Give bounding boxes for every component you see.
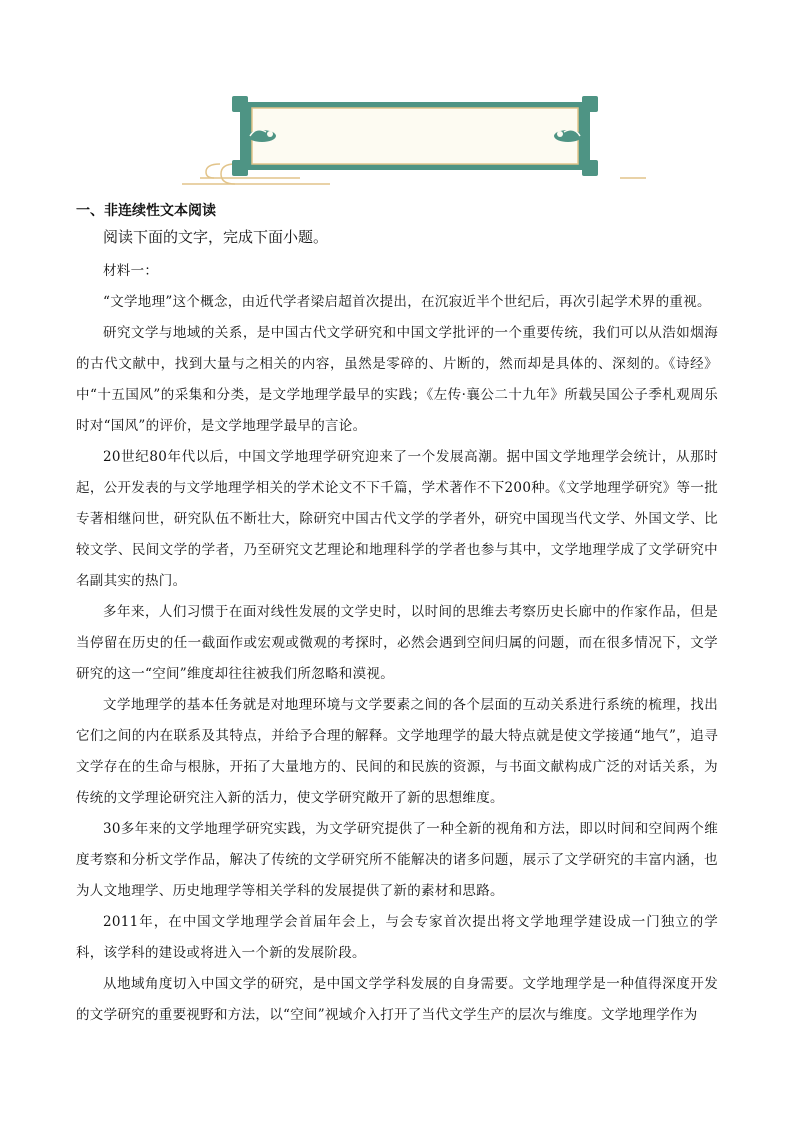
section-heading: 一、非连续性文本阅读	[76, 203, 216, 219]
paragraph: 多年来，人们习惯于在面对线性发展的文学史时，以时间的思维去考察历史长廊中的作家作品，但是当停留在历史的任一截面作或宏观或微观的考探时，必然会遇到空间归属的问题，而在很多情况下，文学研究的这一“空间”维度却往往被我们所忽略和漠视。	[76, 604, 718, 682]
paragraph: 文学地理学的基本任务就是对地理环境与文学要素之间的各个层面的互动关系进行系统的梳理，找出它们之间的内在联系及其特点，并给予合理的解释。文学地理学的最大特点就是使文学接通“地气”，追寻文学存在的生命与根脉，开拓了大量地方的、民间的和民族的资源，与书面文献构成广泛的对话关系，为传统的文学理论研究注入新的活力，使文学研究敞开了新的思想维度。	[76, 697, 718, 806]
article-body	[76, 256, 718, 1031]
material-label: 材料一：	[103, 263, 159, 279]
reading-instruction: 阅读下面的文字，完成下面小题。	[103, 228, 329, 246]
paragraph: 从地域角度切入中国文学的研究，是中国文学学科发展的自身需要。文学地理学是一种值得深度开发的文学研究的重要视野和方法，以“空间”视域介入打开了当代文学生产的层次与维度。文学地理学作为	[76, 976, 718, 1023]
paragraph: “文学地理”这个概念，由近代学者梁启超首次提出，在沉寂近半个世纪后，再次引起学术界的重视。	[103, 294, 711, 310]
paragraph: 30多年来的文学地理学研究实践，为文学研究提供了一种全新的视角和方法，即以时间和空间两个维度考察和分析文学作品，解决了传统的文学研究所不能解决的诸多问题，展示了文学研究的丰富内涵，也为人文地理学、历史地理学等相关学科的发展提供了新的素材和思路。	[76, 821, 718, 899]
title-banner	[180, 94, 650, 190]
paragraph: 研究文学与地域的关系，是中国古代文学研究和中国文学批评的一个重要传统，我们可以从浩如烟海的古代文献中，找到大量与之相关的内容，虽然是零碎的、片断的，然而却是具体的、深刻的。《诗经》中“十五国风”的采集和分类，是文学地理学最早的实践；《左传·襄公二十九年》所载吴国公子季札观周乐时对“国风”的评价，是文学地理学最早的言论。	[76, 325, 718, 434]
paragraph: 20世纪80年代以后，中国文学地理学研究迎来了一个发展高潮。据中国文学地理学会统计，从那时起，公开发表的与文学地理学相关的学术论文不下千篇，学术著作不下200种。《文学地理学研究》等一批专著相继问世，研究队伍不断壮大，除研究中国古代文学的学者外，研究中国现当代文学、外国文学、比较文学、民间文学的学者，乃至研究文艺理论和地理科学的学者也参与其中，文学地理学成了文学研究中名副其实的热门。	[76, 449, 718, 589]
paragraph: 2011年，在中国文学地理学会首届年会上，与会专家首次提出将文学地理学建设成一门独立的学科，该学科的建设或将进入一个新的发展阶段。	[76, 914, 718, 961]
banner-panel	[252, 108, 578, 164]
